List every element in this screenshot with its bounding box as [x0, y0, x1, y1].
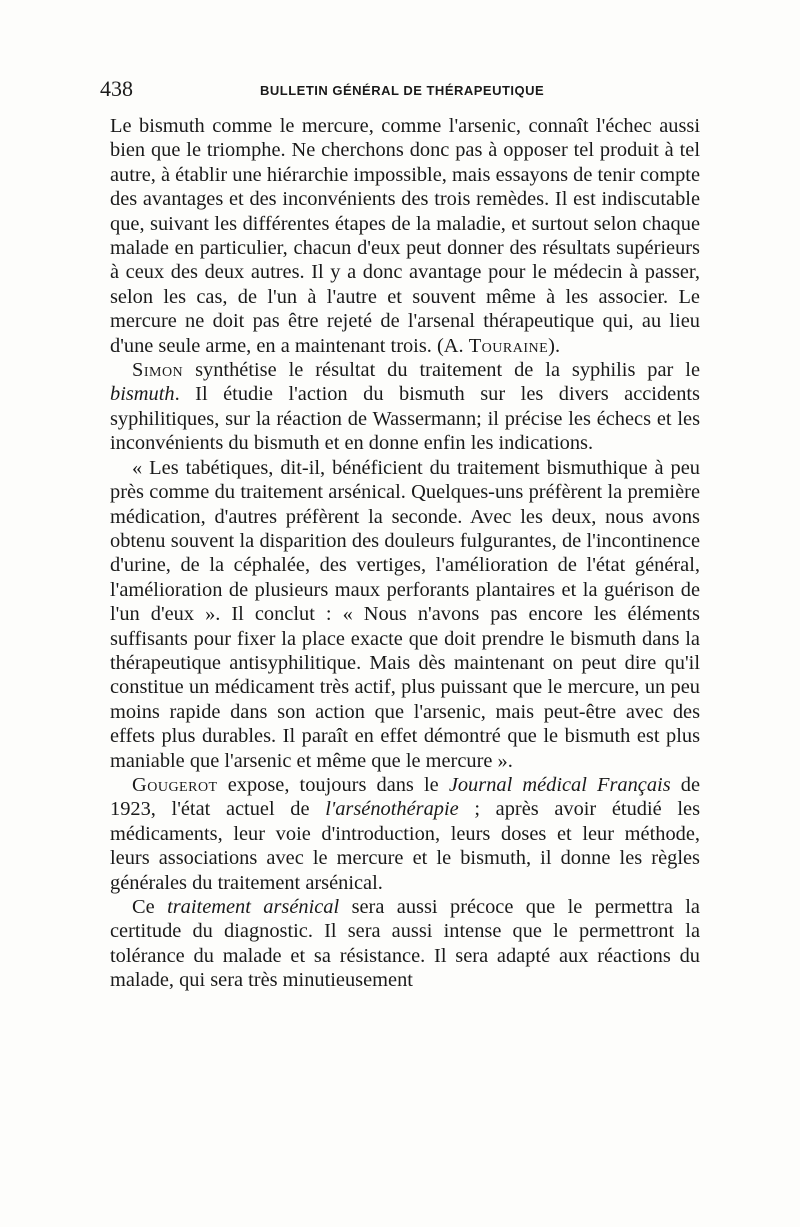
paragraph-2 — [110, 358, 700, 456]
journal-title: Journal médical Français — [448, 773, 671, 796]
paragraph-4 — [110, 773, 700, 895]
paragraph-1-end: ). — [548, 334, 561, 357]
paragraph-1 — [110, 114, 700, 358]
author-citation: Touraine — [468, 334, 549, 357]
paragraph-3: « Les tabétiques, dit-il, bénéficient du traitement bismuthique à peu près comme du traitement arsénical. Quelques-uns préfèrent la première médication, d'autres préfèrent la seconde. Avec les deux, nous avons obtenu souvent la disparition des douleurs fulgurantes, de l'incontinence d'urine, de la céphalée, des vertiges, l'amélioration de l'état général, l'amélioration de plusieurs maux perforants plantaires et la guérison de l'un d'eux ». Il conclut : « Nous n'avons pas encore les éléments suffisants pour fixer la place exacte que doit prendre le bismuth dans la thérapeutique antisyphilitique. Mais dès maintenant on peut dire qu'il constitue un médicament très actif, plus puissant que le mercure, un peu moins rapide dans son action que l'arsenic, mais peut-être avec des effets plus durables. Il paraît en effet démontré que le bismuth est plus maniable que l'arsenic et même que le mercure ». — [110, 456, 700, 772]
body-text — [110, 114, 700, 993]
paragraph-4-text-2: de 1923, l'état actuel de — [110, 773, 700, 821]
paragraph-4-text-1: expose, toujours dans le — [217, 773, 449, 796]
emphasis-arsenotherapie: l'arsénothérapie — [325, 798, 459, 821]
emphasis-traitement-arsenical: traitement arsénical — [167, 896, 340, 918]
page-number: 438 — [100, 76, 133, 101]
running-title: BULLETIN GÉNÉRAL DE THÉRAPEUTIQUE — [260, 83, 545, 98]
paragraph-2-text-1: synthétise le résultat du traitement de la syphilis par le — [183, 359, 700, 382]
emphasis-bismuth: bismuth — [110, 383, 175, 406]
author-name-simon: Simon — [132, 359, 184, 382]
paragraph-5 — [110, 895, 700, 993]
paragraph-4-text-3: ; après avoir étudié les médicaments, leur voie d'introduction, leurs doses et leur méthode, leurs associations avec le mercure et le bismuth, il donne les règles générales du traitement arsénical. — [110, 798, 701, 894]
paragraph-5-text-1: Ce — [132, 896, 168, 918]
page-header — [100, 76, 702, 100]
paragraph-1-text: Le bismuth comme le mercure, comme l'arsenic, connaît l'échec aussi bien que le triomphe. Ne cherchons donc pas à opposer tel produit à tel autre, à établir une hiérarchie impossible, mais essayons de tenir compte des avantages et des inconvénients des trois remèdes. Il est indiscutable que, suivant les différentes étapes de la maladie, et surtout selon chaque malade en particulier, chacun d'eux peut donner des résultats supérieurs à ceux des deux autres. Il y a donc avantage pour le médecin à passer, selon les cas, de l'un à l'autre et souvent même à les associer. Le mercure ne doit pas être rejeté de l'arsenal thérapeutique qui, au lieu d'une seule arme, en a maintenant trois. (A. — [110, 115, 700, 357]
paragraph-2-text-2: . Il étudie l'action du bismuth sur les divers accidents syphilitiques, sur la réaction de Wassermann; il précise les échecs et les inconvénients du bismuth et en donne enfin les indications. — [110, 383, 700, 455]
author-name-gougerot: Gougerot — [132, 773, 218, 796]
paragraph-5-text-2: sera aussi précoce que le permettra la certitude du diagnostic. Il sera aussi intense que le permettront la tolérance du malade et sa résistance. Il sera adapté aux réactions du malade, qui sera très minutieusement — [110, 896, 700, 992]
